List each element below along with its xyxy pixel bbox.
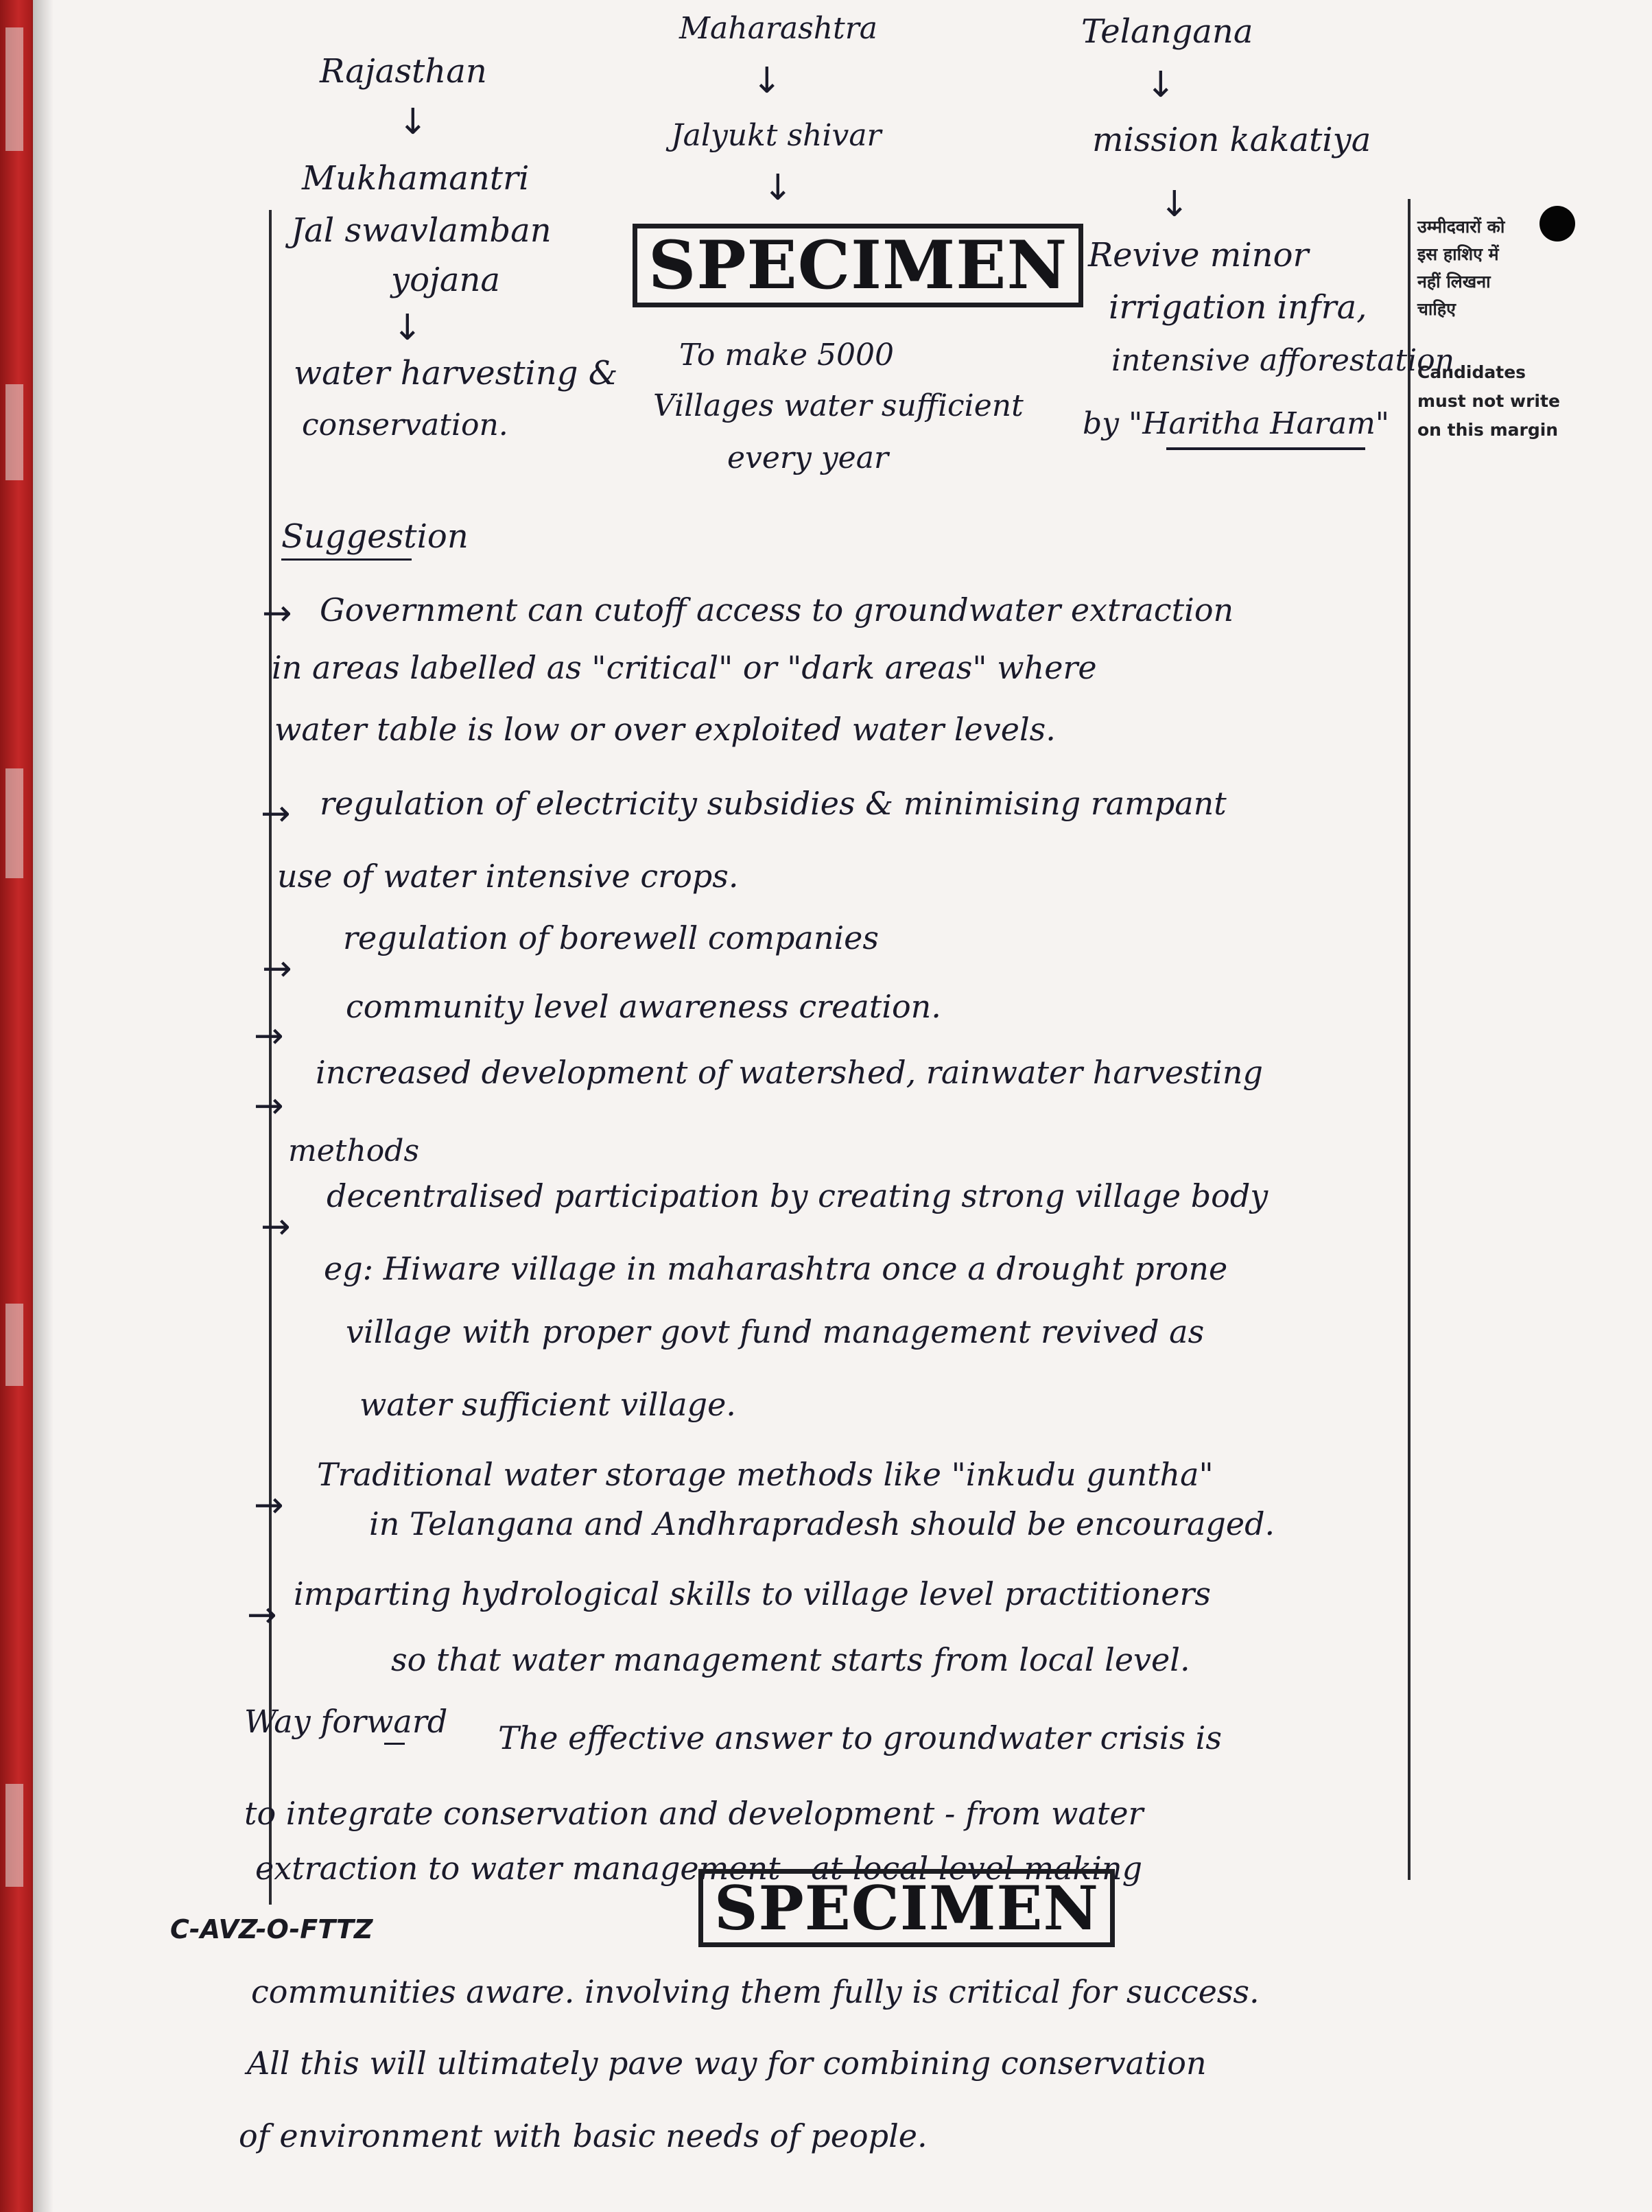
suggestion-line-16: imparting hydrological skills to village level practitioners [294,1575,1212,1612]
bullet-arrow-icon: → [261,793,291,834]
state-telangana: Telangana [1081,12,1253,51]
maharashtra-detail-line-2: Villages water sufficient [653,388,1024,423]
rajasthan-scheme-line-3: yojana [391,261,501,299]
way-forward-line-5: All this will ultimately pave way for combining conservation [247,2045,1207,2082]
state-rajasthan: Rajasthan [320,52,487,91]
maharashtra-scheme: Jalyukt shivar [671,118,882,153]
suggestion-underline [281,558,412,561]
suggestion-line-8: increased development of watershed, rainwater harvesting [316,1054,1263,1091]
margin-note-hindi-2: इस हाशिए में [1417,244,1499,264]
margin-note-english-2: must not write [1417,391,1560,411]
bullet-arrow-icon: → [247,1595,277,1636]
binding-highlight [5,1784,23,1887]
margin-note-hindi-1: उम्मीदवारों को [1417,217,1505,237]
way-forward-heading: Way forward [244,1703,448,1740]
binding-highlight [5,27,23,151]
margin-note-hindi-3: नहीं लिखना [1417,272,1491,292]
margin-note-english-3: on this margin [1417,420,1559,440]
bullet-arrow-icon: → [262,593,292,634]
binding-highlight [5,384,23,480]
way-forward-line-3: extraction to water management - at local level making [255,1850,1143,1887]
suggestion-line-7: community level awareness creation. [346,988,941,1025]
bullet-arrow-icon: → [254,1085,284,1127]
suggestion-line-3: water table is low or over exploited water levels. [274,711,1056,748]
rajasthan-scheme-line-2: Jal swavlamban [291,211,552,250]
down-arrow-icon: ↓ [752,60,782,102]
suggestion-line-6: regulation of borewell companies [343,919,880,956]
telangana-detail-line-2: irrigation infra, [1109,288,1367,327]
sheet-shadow [33,0,54,2212]
suggestion-line-12: village with proper govt fund management revived as [346,1313,1205,1350]
telangana-detail-line-3: intensive afforestation [1111,343,1455,378]
way-forward-line-4: communities aware. involving them fully is critical for success. [251,1973,1260,2010]
down-arrow-icon: ↓ [763,167,793,209]
suggestion-line-14: Traditional water storage methods like "inkudu guntha" [317,1456,1214,1493]
specimen-stamp-top: SPECIMEN [633,224,1083,307]
suggestion-line-2: in areas labelled as "critical" or "dark areas" where [272,649,1097,686]
suggestion-line-1: Government can cutoff access to groundwater extraction [320,591,1234,628]
suggestion-line-13: water sufficient village. [359,1386,736,1423]
suggestion-line-5: use of water intensive crops. [277,858,739,895]
margin-note-hindi-4: चाहिए [1417,299,1456,319]
binding-highlight [5,768,23,878]
down-arrow-icon: ↓ [1146,64,1176,106]
suggestion-line-10: decentralised participation by creating strong village body [327,1177,1268,1214]
bullet-arrow-icon: → [262,948,292,989]
rajasthan-scheme-line-1: Mukhamantri [302,159,530,198]
suggestion-line-17: so that water management starts from local level. [391,1641,1190,1678]
left-margin-line [269,210,272,1905]
down-arrow-icon: ↓ [392,307,423,349]
down-arrow-icon: ↓ [398,102,428,143]
bullet-arrow-icon: → [261,1206,291,1247]
down-arrow-icon: ↓ [1159,184,1190,225]
state-maharashtra: Maharashtra [679,11,877,46]
suggestion-line-15: in Telangana and Andhrapradesh should be encouraged. [369,1505,1275,1542]
maharashtra-detail-line-3: every year [727,440,888,475]
bullet-arrow-icon: → [254,1485,284,1526]
underline-haritha-haram [1166,447,1365,450]
paper-code: C-AVZ-O-FTTZ [170,1914,373,1944]
rajasthan-detail-line-1: water harvesting & [294,354,618,392]
suggestion-line-9: methods [288,1133,420,1168]
bullet-arrow-icon: → [254,1015,284,1057]
way-forward-underline [384,1743,405,1745]
margin-note-english-1: Candidates [1417,362,1526,382]
suggestion-heading: Suggestion [281,517,469,556]
rajasthan-detail-line-2: conservation. [302,408,508,443]
telangana-detail-line-4: by "Haritha Haram" [1083,406,1390,441]
way-forward-line-6: of environment with basic needs of people. [239,2117,928,2154]
suggestion-line-11: eg: Hiware village in maharashtra once a drought prone [324,1250,1228,1287]
suggestion-line-4: regulation of electricity subsidies & minimising rampant [320,785,1227,822]
right-margin-line [1408,199,1411,1880]
telangana-detail-line-1: Revive minor [1088,236,1309,274]
maharashtra-detail-line-1: To make 5000 [679,338,895,373]
specimen-stamp-bottom: SPECIMEN [698,1869,1115,1947]
way-forward-line-1: The effective answer to groundwater crisis is [498,1719,1222,1756]
hole-punch-dot [1539,206,1575,242]
binding-highlight [5,1304,23,1386]
telangana-scheme: mission kakatiya [1092,121,1371,159]
way-forward-line-2: to integrate conservation and development - from water [244,1795,1144,1832]
